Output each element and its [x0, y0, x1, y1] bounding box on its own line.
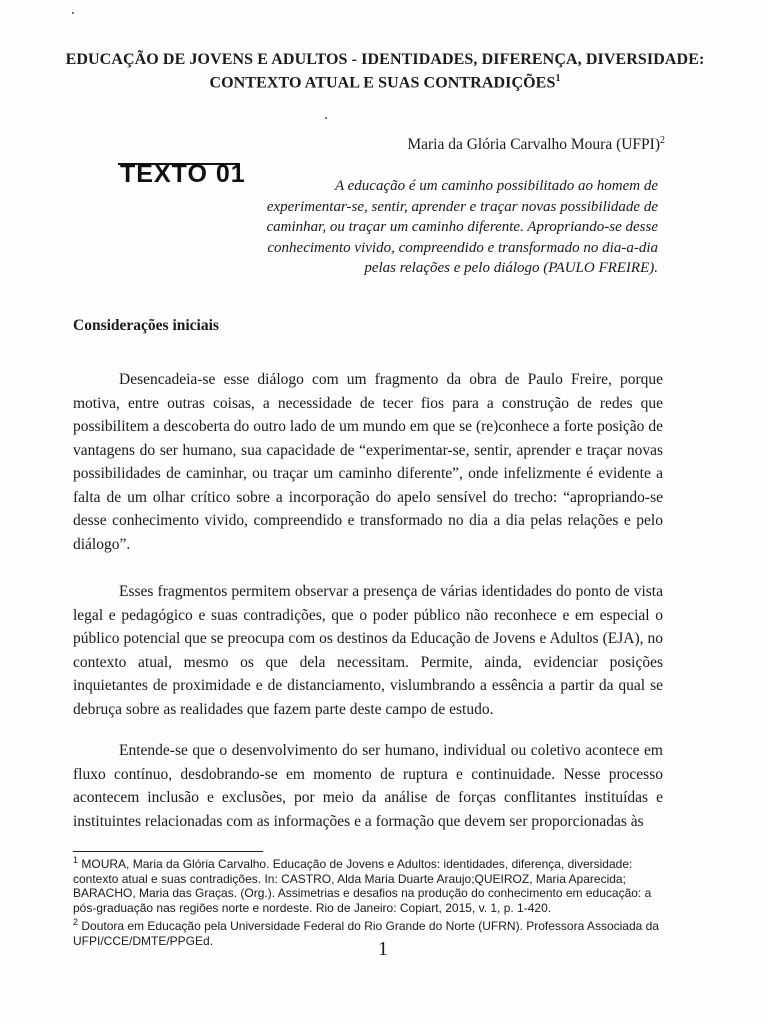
footnote-ref: 2	[73, 917, 79, 928]
footnote-text: MOURA, Maria da Glória Carvalho. Educação de Jovens e Adultos: identidades, diferença, diversidade: contexto atual e suas contradições. In: CASTRO, Alda Maria Duarte Araujo;QUEIROZ, Maria Aparecida; BARACHO, Maria das Graças. (Org.). Assimetrias e desafios na produção do conhecimento em educação: a pós-graduação nas regiões norte e nordeste. Rio de Janeiro: Copiart, 2015, v. 1, p. 1-420.	[73, 857, 652, 915]
text-stamp-label: TEXTO 01	[120, 160, 246, 188]
body-paragraph-2	[73, 580, 663, 721]
paragraph-text: Entende-se que o desenvolvimento do ser humano, individual ou coletivo acontece em fluxo contínuo, desdobrando-se em momento de ruptura e continuidade. Nesse processo acontecem inclusão e exclusões, por meio da análise de forças conflitantes instituídas e instituintes relacionadas com as informações e a formação que devem ser proporcionadas às	[73, 742, 663, 830]
section-heading: Considerações iniciais	[73, 317, 219, 334]
author-footnote-ref: 2	[660, 135, 665, 146]
paragraph-text: Esses fragmentos permitem observar a presença de várias identidades do ponto de vista legal e pedagógico e suas contradições, que o poder público não reconhece e em especial o público potencial que se preocupa com os destinos da Educação de Jovens e Adultos (EJA), no contexto atual, mesmo os que dela necessitam. Permite, ainda, evidenciar posições inquietantes de proximidade e de distanciamento, vislumbrando a essência a partir da qual se debruça sobre as realidades que fazem parte deste campo de estudo.	[73, 583, 663, 718]
document-title	[60, 50, 710, 92]
footnote-1	[73, 853, 673, 915]
author-line	[407, 135, 665, 154]
title-footnote-ref: 1	[555, 73, 561, 84]
author-name: Maria da Glória Carvalho Moura (UFPI)	[407, 136, 660, 154]
scan-speck	[325, 117, 327, 119]
footnote-divider	[73, 851, 263, 852]
footnotes-section	[73, 853, 673, 949]
footnote-2	[73, 915, 673, 948]
paragraph-text: Desencadeia-se esse diálogo com um fragmento da obra de Paulo Freire, porque motiva, entre outras coisas, a necessidade de tecer fios para a construção de redes que possibilitem a descoberta do outro lado de um mundo em que se (re)conhece a forte posição de vantagens do ser humano, sua capacidade de “experimentar-se, sentir, aprender e traçar novas possibilidades de caminhar, ou traçar um caminho diferente”, onde infelizmente é evidente a falta de um olhar crítico sobre a incorporação do apelo sensível do trecho: “apropriando-se desse conhecimento vivido, compreendido e transformado no dia a dia pelas relações e pelo diálogo”.	[73, 371, 663, 553]
body-paragraph-1	[73, 368, 663, 556]
title-text: EDUCAÇÃO DE JOVENS E ADULTOS - IDENTIDADES, DIFERENÇA, DIVERSIDADE: CONTEXTO ATUAL E SUAS CONTRADIÇÕES	[65, 51, 705, 92]
scan-speck	[72, 12, 74, 14]
footnote-ref: 1	[73, 855, 79, 865]
body-paragraph-3	[73, 739, 663, 833]
epigraph-quote: A educação é um caminho possibilitado ao homem de experimentar-se, sentir, aprender e traçar novas possibilidade de caminhar, ou traçar um caminho diferente. Apropriando-se desse conhecimento vivido, compreendido e transformado no dia-a-dia pelas relações e pelo diálogo (PAULO FREIRE).	[266, 178, 658, 276]
page-number: 1	[378, 938, 388, 960]
footnote-text: Doutora em Educação pela Universidade Federal do Rio Grande do Norte (UFRN). Professora Associada da UFPI/CCE/DMTE/PPGEd.	[73, 919, 659, 948]
